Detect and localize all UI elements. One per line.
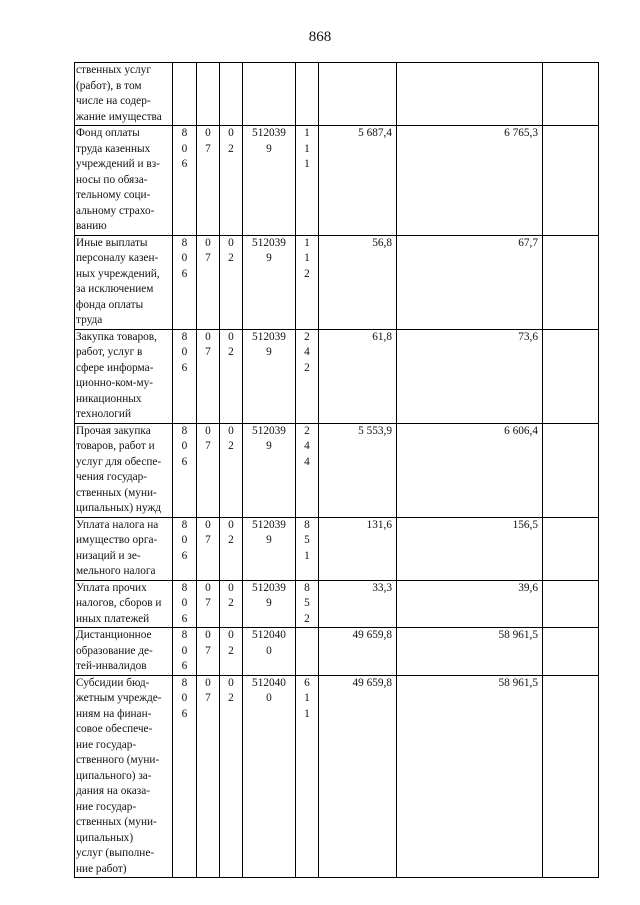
ministry-code: 8 0 6 <box>173 517 197 580</box>
expense-type-code: 1 1 1 <box>296 126 319 236</box>
subsection-code: 0 2 <box>220 235 243 329</box>
amount-year-2: 58 961,5 <box>397 628 543 676</box>
item-name: Иные выплаты персоналу казен- ных учреждений, за исключением фонда оплаты труда <box>75 235 173 329</box>
subsection-code: 0 2 <box>220 329 243 423</box>
table-row <box>75 423 599 517</box>
target-article-code: 512039 9 <box>243 235 296 329</box>
ministry-code <box>173 63 197 126</box>
expense-type-code <box>296 628 319 676</box>
target-article-code: 512039 9 <box>243 329 296 423</box>
ministry-code: 8 0 6 <box>173 235 197 329</box>
ministry-code: 8 0 6 <box>173 628 197 676</box>
target-article-code: 512040 0 <box>243 628 296 676</box>
amount-year-1: 5 687,4 <box>319 126 397 236</box>
subsection-code: 0 2 <box>220 580 243 628</box>
empty-cell <box>543 580 599 628</box>
item-name: Фонд оплаты труда казенных учреждений и вз- носы по обяза- тельному соци- альному страхо- ванию <box>75 126 173 236</box>
target-article-code: 512040 0 <box>243 675 296 878</box>
section-code <box>197 63 220 126</box>
budget-table-body <box>75 63 599 878</box>
amount-year-2: 73,6 <box>397 329 543 423</box>
item-name: Прочая закупка товаров, работ и услуг для обеспе- чения государ- ственных (муни- ципальных) нужд <box>75 423 173 517</box>
empty-cell <box>543 235 599 329</box>
section-code: 0 7 <box>197 517 220 580</box>
ministry-code: 8 0 6 <box>173 126 197 236</box>
budget-table <box>74 62 599 878</box>
target-article-code: 512039 9 <box>243 517 296 580</box>
amount-year-1: 131,6 <box>319 517 397 580</box>
amount-year-2 <box>397 63 543 126</box>
amount-year-1: 33,3 <box>319 580 397 628</box>
empty-cell <box>543 329 599 423</box>
empty-cell <box>543 126 599 236</box>
expense-type-code: 8 5 2 <box>296 580 319 628</box>
empty-cell <box>543 517 599 580</box>
amount-year-2: 58 961,5 <box>397 675 543 878</box>
subsection-code <box>220 63 243 126</box>
amount-year-1 <box>319 63 397 126</box>
target-article-code <box>243 63 296 126</box>
subsection-code: 0 2 <box>220 517 243 580</box>
ministry-code: 8 0 6 <box>173 423 197 517</box>
section-code: 0 7 <box>197 423 220 517</box>
amount-year-2: 6 606,4 <box>397 423 543 517</box>
section-code: 0 7 <box>197 126 220 236</box>
section-code: 0 7 <box>197 580 220 628</box>
amount-year-2: 39,6 <box>397 580 543 628</box>
section-code: 0 7 <box>197 235 220 329</box>
expense-type-code: 1 1 2 <box>296 235 319 329</box>
empty-cell <box>543 63 599 126</box>
amount-year-2: 6 765,3 <box>397 126 543 236</box>
amount-year-1: 61,8 <box>319 329 397 423</box>
item-name: Субсидии бюд- жетным учрежде- ниям на финан- совое обеспече- ние государ- ственного (муни- ципального) за- дания на оказа- ние государ- ственных (муни- ципальных) услуг (выполне- ние работ) <box>75 675 173 878</box>
empty-cell <box>543 628 599 676</box>
subsection-code: 0 2 <box>220 628 243 676</box>
expense-type-code <box>296 63 319 126</box>
amount-year-2: 156,5 <box>397 517 543 580</box>
table-row <box>75 517 599 580</box>
page-number: 868 <box>308 29 332 45</box>
section-code: 0 7 <box>197 329 220 423</box>
subsection-code: 0 2 <box>220 423 243 517</box>
table-row <box>75 329 599 423</box>
ministry-code: 8 0 6 <box>173 675 197 878</box>
item-name: ственных услуг (работ), в том числе на содер- жание имущества <box>75 63 173 126</box>
target-article-code: 512039 9 <box>243 126 296 236</box>
ministry-code: 8 0 6 <box>173 580 197 628</box>
expense-type-code: 2 4 4 <box>296 423 319 517</box>
amount-year-1: 5 553,9 <box>319 423 397 517</box>
table-row <box>75 126 599 236</box>
table-row <box>75 580 599 628</box>
amount-year-1: 49 659,8 <box>319 675 397 878</box>
table-row <box>75 235 599 329</box>
ministry-code: 8 0 6 <box>173 329 197 423</box>
table-row <box>75 63 599 126</box>
subsection-code: 0 2 <box>220 126 243 236</box>
empty-cell <box>543 423 599 517</box>
table-row <box>75 628 599 676</box>
section-code: 0 7 <box>197 675 220 878</box>
target-article-code: 512039 9 <box>243 423 296 517</box>
item-name: Дистанционное образование де- тей-инвалидов <box>75 628 173 676</box>
amount-year-2: 67,7 <box>397 235 543 329</box>
amount-year-1: 56,8 <box>319 235 397 329</box>
amount-year-1: 49 659,8 <box>319 628 397 676</box>
expense-type-code: 8 5 1 <box>296 517 319 580</box>
expense-type-code: 2 4 2 <box>296 329 319 423</box>
section-code: 0 7 <box>197 628 220 676</box>
empty-cell <box>543 675 599 878</box>
subsection-code: 0 2 <box>220 675 243 878</box>
table-row <box>75 675 599 878</box>
target-article-code: 512039 9 <box>243 580 296 628</box>
expense-type-code: 6 1 1 <box>296 675 319 878</box>
item-name: Уплата налога на имущество орга- низаций и зе- мельного налога <box>75 517 173 580</box>
item-name: Закупка товаров, работ, услуг в сфере информа- ционно-ком-му- никационных технологий <box>75 329 173 423</box>
item-name: Уплата прочих налогов, сборов и иных платежей <box>75 580 173 628</box>
